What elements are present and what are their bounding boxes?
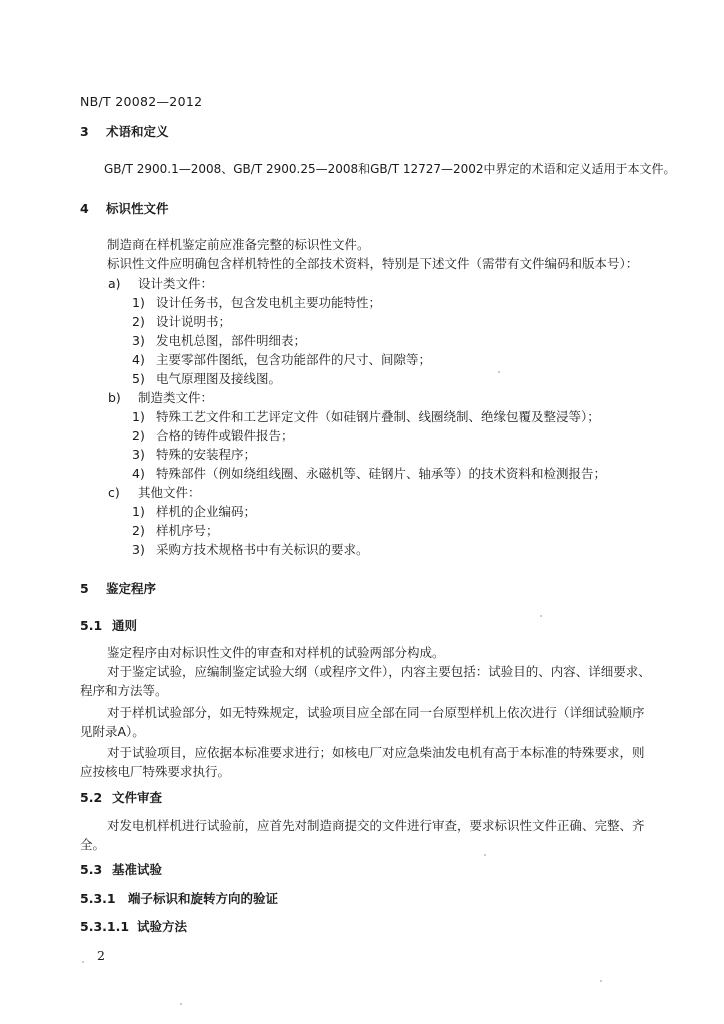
scan-speck [484, 854, 486, 856]
section-title: 术语和定义 [106, 124, 169, 139]
subsection-5-3-heading [80, 862, 162, 878]
section-3-heading [80, 124, 169, 140]
sub-list-item [132, 352, 431, 368]
scan-speck [540, 615, 542, 617]
sub-marker: 2) [132, 314, 145, 329]
paragraph-continuation: 见附录A）。 [80, 724, 145, 739]
sub-list-item [132, 428, 294, 444]
sub-text: 采购方技术规格书中有关标识的要求。 [156, 542, 369, 557]
paragraph: 对于样机试验部分，如无特殊规定，试验项目应全部在同一台原型样机上依次进行（详细试验顺序 [107, 705, 645, 720]
section-title: 鉴定程序 [106, 581, 157, 596]
sub-list-item [132, 447, 256, 463]
sub-marker: 3) [132, 333, 145, 348]
sub-marker: 1) [132, 409, 145, 424]
sub-list-item [132, 542, 369, 558]
sub-text: 设计任务书，包含发电机主要功能特性； [156, 295, 382, 310]
section-title: 通则 [112, 618, 138, 633]
section-number: 5.1 [80, 618, 103, 633]
sub-text: 发电机总图，部件明细表； [156, 333, 307, 348]
section-3-paragraph: GB/T 2900.1—2008、GB/T 2900.25—2008和GB/T 12727—2002中界定的术语和定义适用于本文件。 [104, 162, 676, 176]
sub-list-item [132, 314, 231, 330]
sub-text: 特殊的安装程序； [156, 447, 257, 462]
sub-text: 特殊部件（例如绕组线圈、永磁机等、硅钢片、轴承等）的技术资料和检测报告； [156, 466, 607, 481]
sub-text: 样机序号； [156, 523, 219, 538]
sub-marker: 1) [132, 295, 145, 310]
sub-list-item [132, 523, 219, 539]
section-title: 文件审查 [112, 790, 163, 805]
list-item [108, 390, 213, 406]
section-5-heading [80, 581, 156, 597]
scan-speck [180, 1003, 182, 1005]
list-marker: c) [108, 485, 120, 500]
subsection-5-3-1-1-heading [80, 919, 187, 935]
sub-marker: 4) [132, 466, 145, 481]
standard-code: NB/T 20082—2012 [80, 94, 203, 109]
subsection-5-2-heading [80, 790, 162, 806]
section-title: 端子标识和旋转方向的验证 [128, 891, 279, 906]
paragraph: 制造商在样机鉴定前应准备完整的标识性文件。 [107, 237, 370, 252]
sub-marker: 5) [132, 371, 145, 386]
list-label: 其他文件： [138, 485, 201, 500]
list-marker: a) [108, 276, 121, 291]
section-number: 5.3.1.1 [80, 919, 130, 934]
paragraph-continuation: 应按核电厂特殊要求执行。 [80, 764, 231, 779]
section-title: 试验方法 [137, 919, 188, 934]
section-title: 基准试验 [112, 862, 163, 877]
scan-speck [498, 371, 500, 373]
sub-text: 主要零部件图纸，包含功能部件的尺寸、间隙等； [156, 352, 432, 367]
paragraph: 对于鉴定试验，应编制鉴定试验大纲（或程序文件），内容主要包括：试验目的、内容、详细要求、 [107, 664, 651, 679]
section-number: 4 [80, 201, 89, 216]
sub-list-item [132, 371, 281, 387]
paragraph: 鉴定程序由对标识性文件的审查和对样机的试验两部分构成。 [107, 645, 445, 660]
list-label: 制造类文件： [138, 390, 214, 405]
sub-marker: 2) [132, 428, 145, 443]
sub-list-item [132, 333, 306, 349]
section-number: 5.3 [80, 862, 103, 877]
sub-list-item [132, 504, 256, 520]
sub-text: 设计说明书； [156, 314, 232, 329]
subsection-5-3-1-heading [80, 891, 278, 907]
sub-text: 特殊工艺文件和工艺评定文件（如硅钢片叠制、线圈绕制、绝缘包覆及整浸等）； [156, 409, 600, 424]
sub-marker: 3) [132, 447, 145, 462]
section-title: 标识性文件 [106, 201, 169, 216]
paragraph-continuation: 全。 [80, 837, 106, 852]
list-item [108, 485, 201, 501]
scan-speck [600, 980, 602, 982]
section-number: 5.2 [80, 790, 103, 805]
sub-text: 样机的企业编码； [156, 504, 257, 519]
sub-list-item [132, 295, 381, 311]
subsection-5-1-heading [80, 618, 137, 634]
sub-marker: 3) [132, 542, 145, 557]
paragraph: 对发电机样机进行试验前，应首先对制造商提交的文件进行审查，要求标识性文件正确、完整、齐 [107, 818, 645, 833]
page-number: 2 [97, 948, 105, 963]
sub-text: 电气原理图及接线图。 [156, 371, 282, 386]
sub-marker: 1) [132, 504, 145, 519]
section-number: 5 [80, 581, 89, 596]
sub-list-item [132, 466, 606, 482]
section-number: 3 [80, 124, 89, 139]
list-item [108, 276, 213, 292]
sub-marker: 2) [132, 523, 145, 538]
sub-marker: 4) [132, 352, 145, 367]
paragraph: 对于试验项目，应依据本标准要求进行；如核电厂对应急柴油发电机有高于本标准的特殊要求，则 [107, 745, 645, 760]
list-label: 设计类文件： [138, 276, 214, 291]
paragraph: 标识性文件应明确包含样机特性的全部技术资料，特别是下述文件（需带有文件编码和版本号）： [107, 256, 639, 271]
section-number: 5.3.1 [80, 891, 116, 906]
scan-speck [82, 961, 84, 963]
paragraph-continuation: 程序和方法等。 [80, 683, 168, 698]
list-marker: b) [108, 390, 121, 405]
sub-text: 合格的铸件或锻件报告； [156, 428, 294, 443]
section-4-heading [80, 201, 169, 217]
sub-list-item [132, 409, 600, 425]
